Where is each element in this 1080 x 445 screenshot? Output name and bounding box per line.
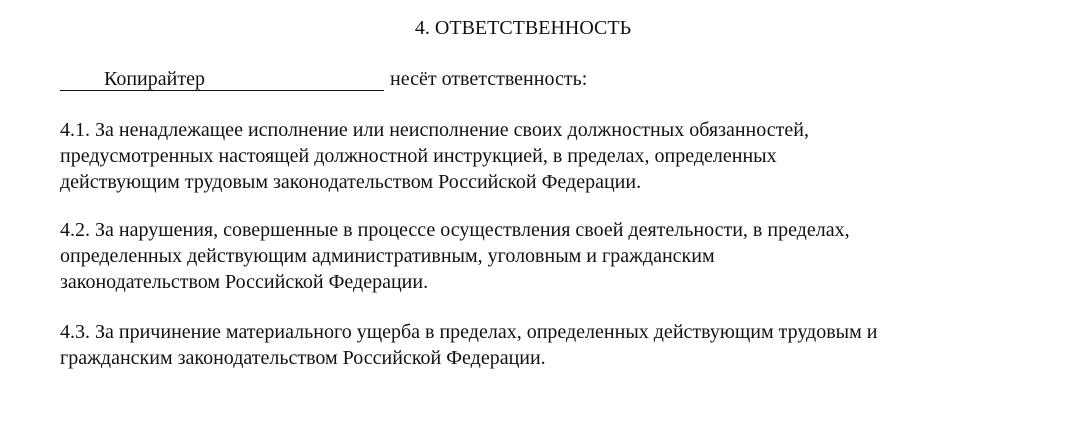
clause-line: предусмотренных настоящей должностной инструкцией, в пределах, определенных xyxy=(60,145,777,167)
clause-line: 4.2. За нарушения, совершенные в процессе осуществления своей деятельности, в пределах, xyxy=(60,219,850,241)
clause-line: 4.1. За ненадлежащее исполнение или неисполнение своих должностных обязанностей, xyxy=(60,119,809,141)
responsibility-intro xyxy=(60,66,587,92)
clause-line: гражданским законодательством Российской Федерации. xyxy=(60,347,546,369)
clause-4-3 xyxy=(60,319,1060,371)
clause-line: законодательством Российской Федерации. xyxy=(60,271,429,293)
position-blank-field xyxy=(60,68,384,91)
intro-text: несёт ответственность: xyxy=(390,68,588,90)
position-name: Копирайтер xyxy=(104,68,205,90)
clause-4-2 xyxy=(60,217,1060,295)
section-title: 4. ОТВЕТСТВЕННОСТЬ xyxy=(414,17,632,39)
clause-line: 4.3. За причинение материального ущерба в пределах, определенных действующим трудовым и xyxy=(60,321,878,343)
clause-4-1 xyxy=(60,117,1060,195)
clause-line: действующим трудовым законодательством Российской Федерации. xyxy=(60,171,642,193)
clause-line: определенных действующим административным, уголовным и гражданским xyxy=(60,245,715,267)
